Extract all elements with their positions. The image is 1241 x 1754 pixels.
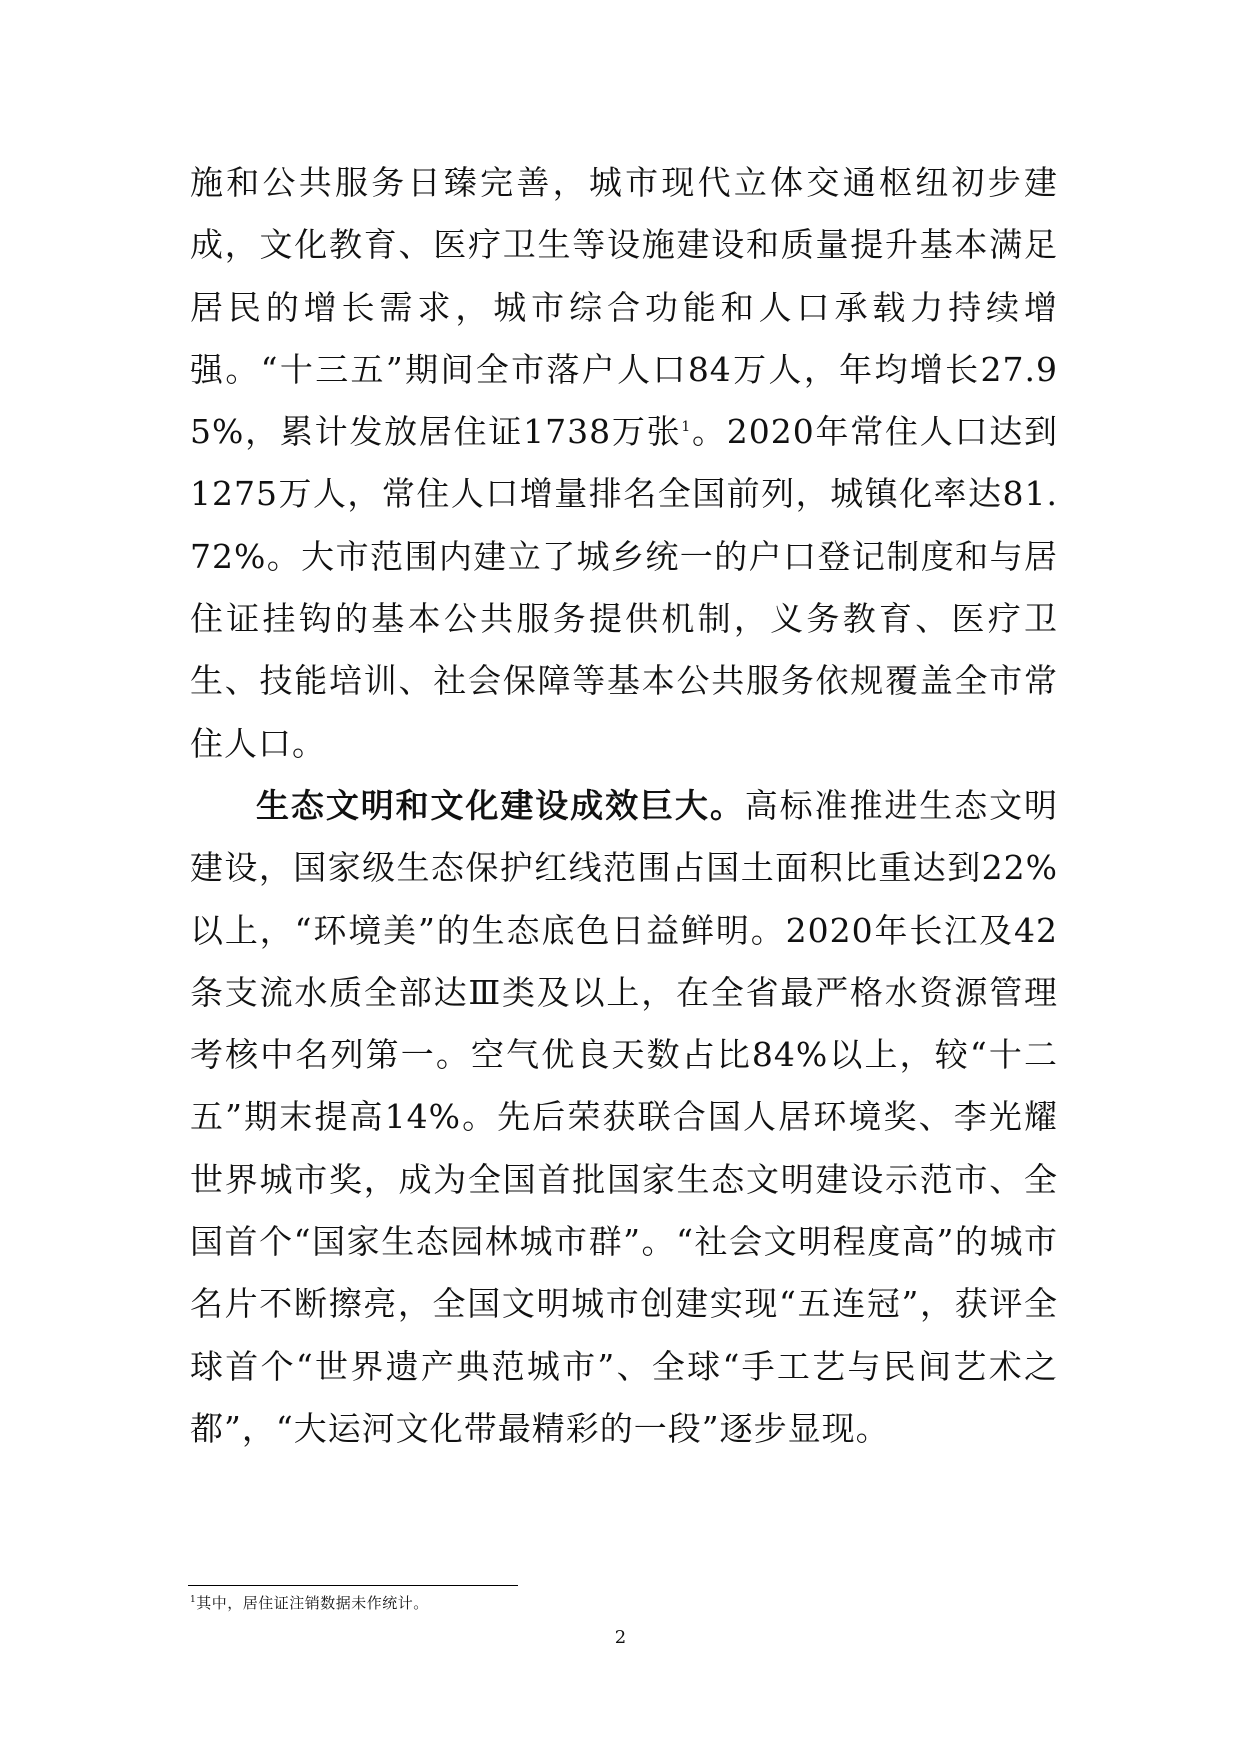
footnote-text: 其中，居住证注销数据未作统计。 [196, 1594, 429, 1612]
paragraph-urban-services [190, 152, 1058, 775]
page-number: 2 [614, 1627, 627, 1648]
paragraph-ecology-culture [190, 775, 1058, 1460]
footnote-separator [188, 1585, 518, 1586]
paragraph-bold-lead: 生态文明和文化建设成效巨大。 [256, 785, 745, 825]
paragraph-text-continued: 。2020年常住人口达到1275万人，常住人口增量排名全国前列，城镇化率达81.72%。大市范围内建立了城乡统一的户口登记制度和与居住证挂钩的基本公共服务提供机制，义务教育、医疗卫生、技能培训、社会保障等基本公共服务依规覆盖全市常住人口。 [190, 412, 1058, 763]
paragraph-text: 施和公共服务日臻完善，城市现代立体交通枢纽初步建成，文化教育、医疗卫生等设施建设和质量提升基本满足居民的增长需求，城市综合功能和人口承载力持续增强。“十三五”期间全市落户人口84万人，年均增长27.95%，累计发放居住证1738万张 [190, 163, 1058, 452]
footnote [190, 1592, 429, 1614]
paragraph-text: 高标准推进生态文明建设，国家级生态保护红线范围占国土面积比重达到22%以上，“环境美”的生态底色日益鲜明。2020年长江及42条支流水质全部达Ⅲ类及以上，在全省最严格水资源管理考核中名列第一。空气优良天数占比84%以上，较“十二五”期末提高14%。先后荣获联合国人居环境奖、李光耀世界城市奖，成为全国首批国家生态文明建设示范市、全国首个“国家生态园林城市群”。“社会文明程度高”的城市名片不断擦亮，全国文明城市创建实现“五连冠”，获评全球首个“世界遗产典范城市”、全球“手工艺与民间艺术之都”，“大运河文化带最精彩的一段”逐步显现。 [190, 785, 1059, 1448]
body-text [190, 152, 1058, 1460]
footnote-reference[interactable]: 1 [681, 419, 692, 436]
footnote-number: 1 [190, 1595, 197, 1605]
